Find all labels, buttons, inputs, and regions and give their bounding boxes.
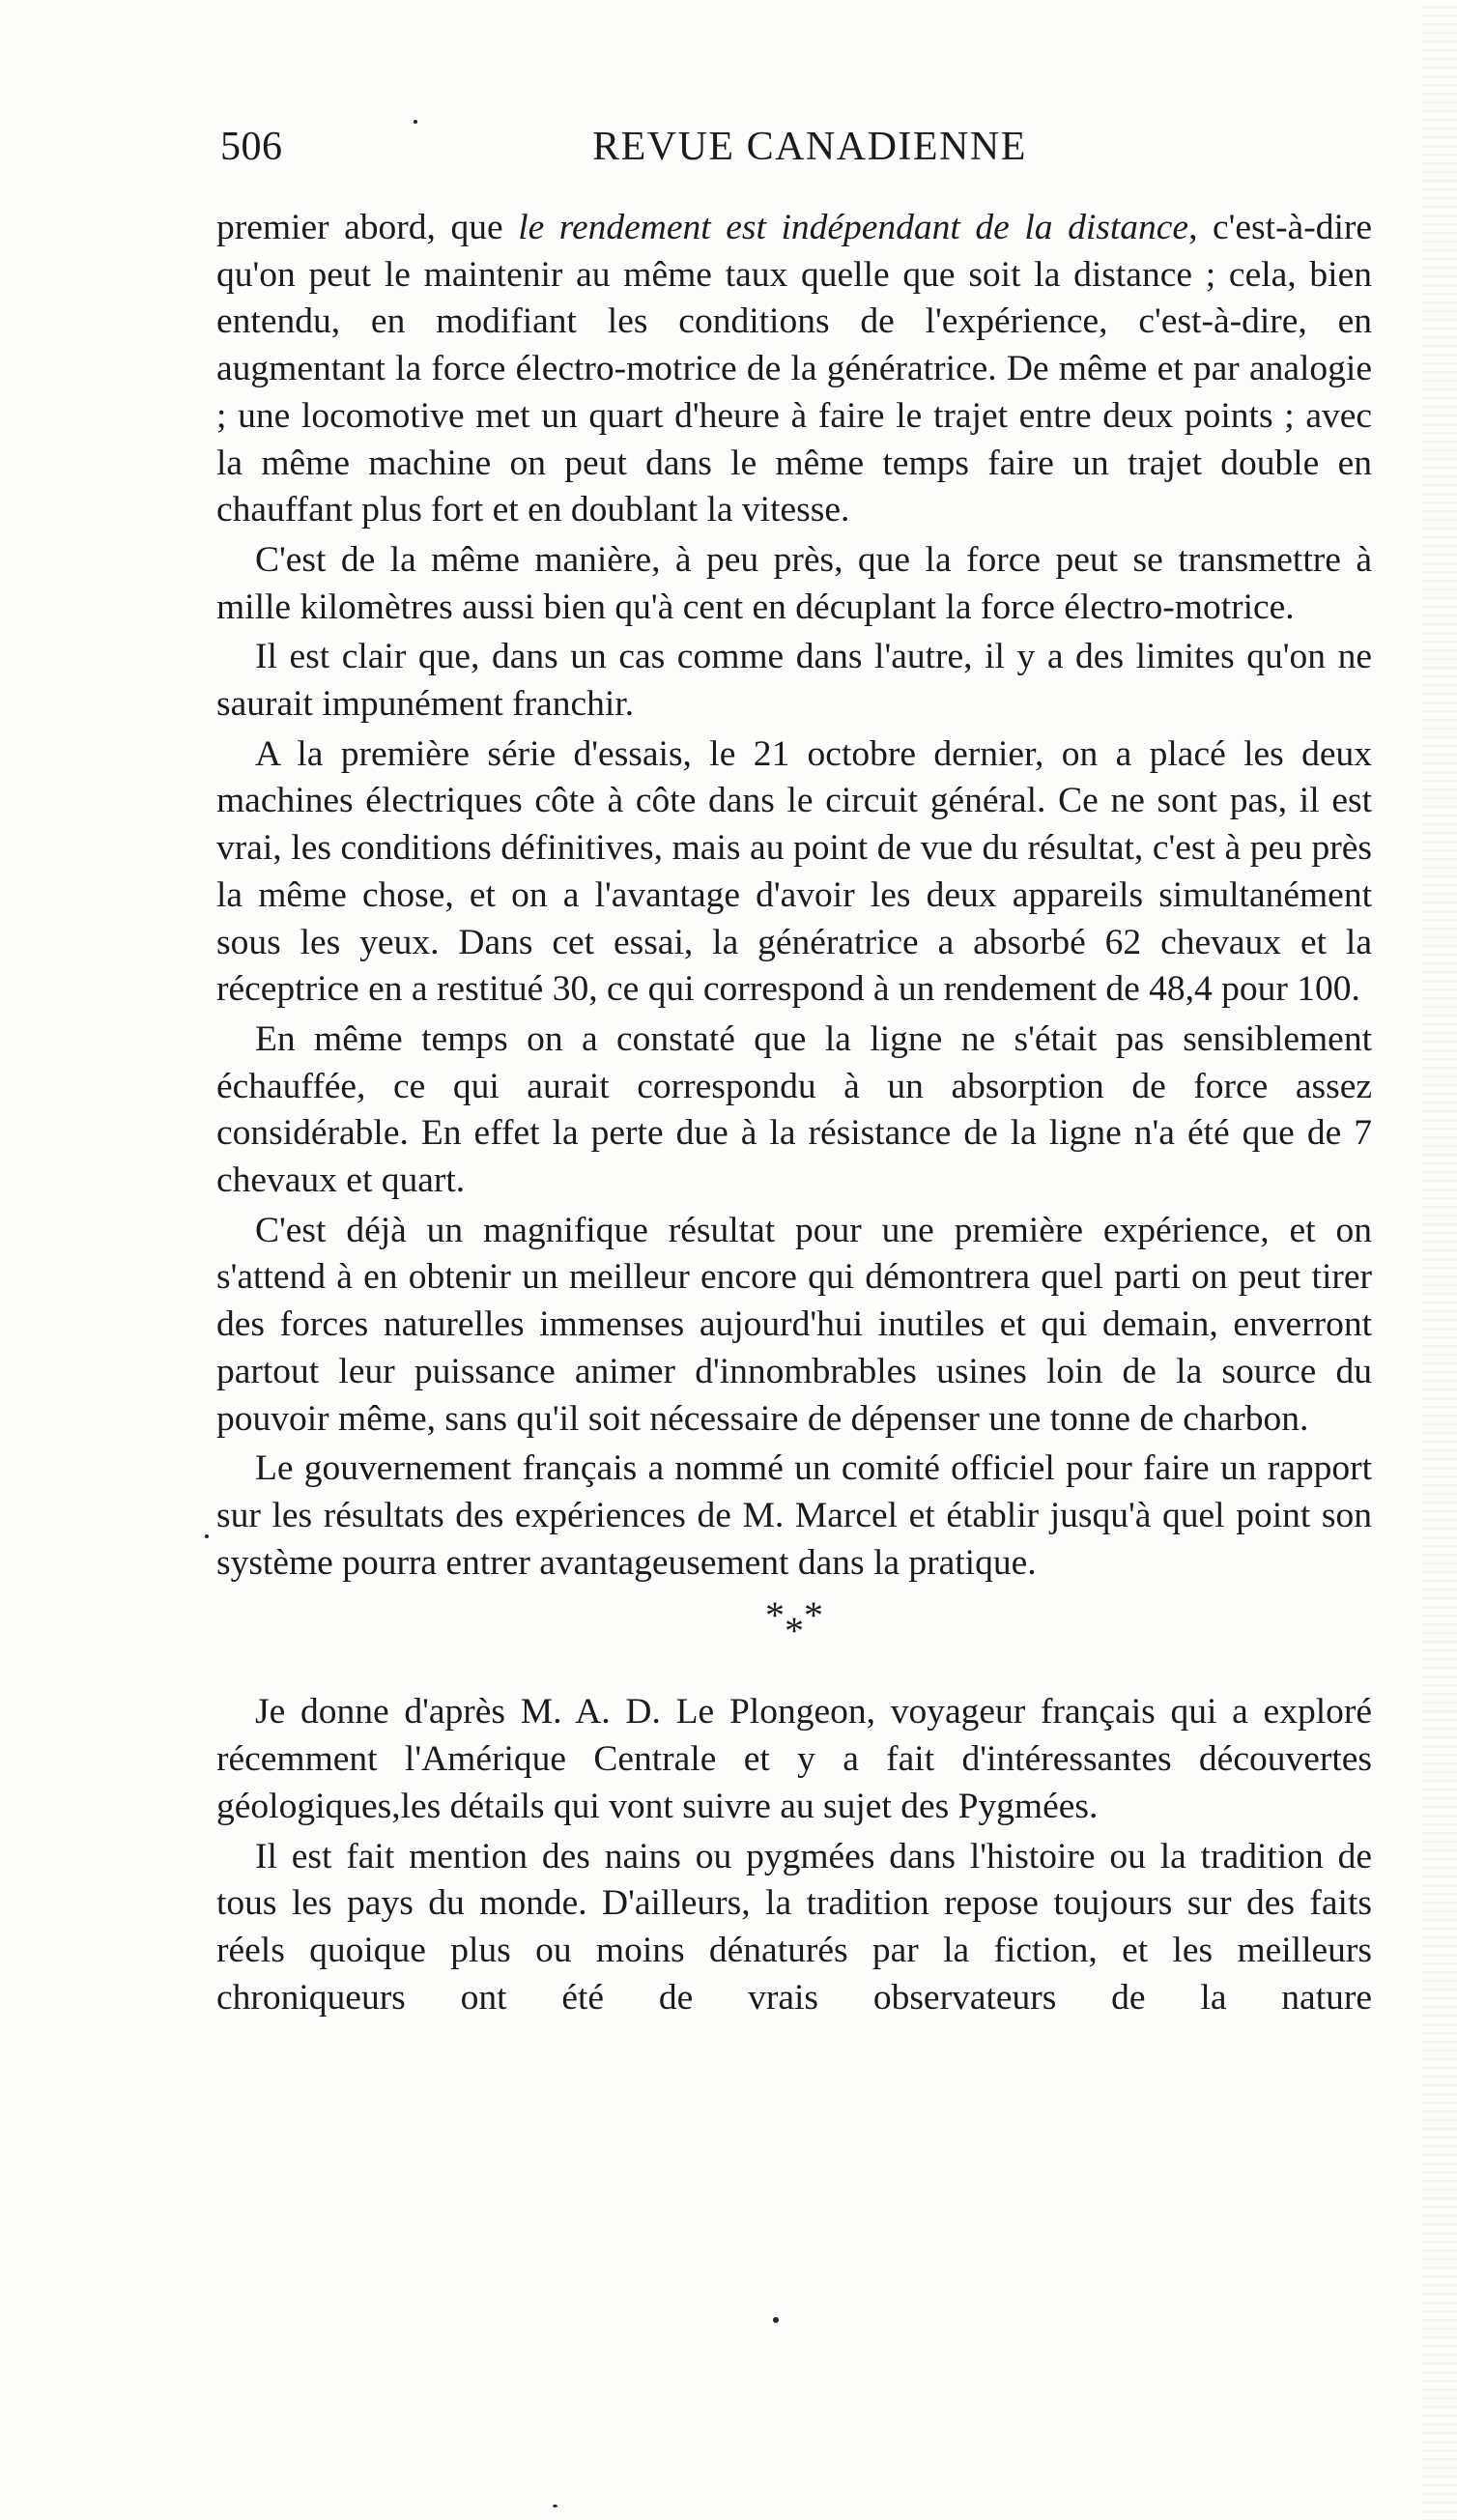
paragraph-3: Il est clair que, dans un cas comme dans l'autre, il y a des limites qu'on ne saurait impunément franchir.	[216, 637, 1372, 725]
page-header	[220, 124, 1360, 182]
asterism-middle-star: *	[785, 1609, 804, 1653]
paragraph-1-rest: , c'est-à-dire qu'on peut le maintenir au même taux quelle que soit la distance ; cela, bien entendu, en modifiant les conditions de l'expérience, c'est-à-dire, en augmentant la force électro-motrice de la génératrice. De même et par analogie ; une locomotive met un quart d'heure à faire le trajet entre deux points ; avec la même machine on peut dans le même temps faire un trajet double en chauffant plus fort et en doublant la vitesse.	[216, 208, 1372, 530]
paragraph-5: En même temps on a constaté que la ligne ne s'était pas sensiblement échauffée, ce qui aurait correspondu à un absorption de force assez considérable. En effet la perte due à la résistance de la ligne n'a été que de 7 chevaux et quart.	[216, 1018, 1372, 1201]
ink-speck	[414, 120, 417, 124]
paragraph-8: Je donne d'après M. A. D. Le Plongeon, voyageur français qui a exploré récemment l'Amérique Centrale et y a fait d'intéressantes découvertes géologiques,les détails qui vont suivre au sujet des Pygmées.	[216, 1692, 1372, 1826]
article-body	[216, 205, 1372, 2024]
paragraph-1-emphasis: le rendement est indépendant de la distance	[518, 208, 1189, 247]
section-break-asterism	[216, 1593, 1372, 1653]
page-edge-shadow	[1422, 0, 1457, 2520]
paragraph-7: Le gouvernement français a nommé un comité officiel pour faire un rapport sur les résultats des expériences de M. Marcel et établir jusqu'à quel point son système pourra entrer avantageusement dans la pratique.	[216, 1448, 1372, 1583]
ink-speck	[553, 2505, 557, 2507]
asterism-right-star: *	[804, 1593, 823, 1638]
paragraph-9: Il est fait mention des nains ou pygmées dans l'histoire ou la tradition de tous les pays du monde. D'ailleurs, la tradition repose toujours sur des faits réels quoique plus ou moins dénaturés par la fiction, et les meilleurs chroniqueurs ont été de vrais observateurs de la nature	[216, 1836, 1372, 2018]
page-number: 506	[220, 125, 283, 169]
asterism-left-star: *	[765, 1593, 785, 1638]
paragraph-1-lead: premier abord, que	[216, 208, 519, 247]
paragraph-1	[216, 205, 1372, 534]
ink-speck	[773, 2317, 779, 2323]
ink-speck	[205, 1534, 209, 1538]
running-title: REVUE CANADIENNE	[592, 125, 1027, 169]
paragraph-2: C'est de la même manière, à peu près, que la force peut se transmettre à mille kilomètres aussi bien qu'à cent en décuplant la force électro-motrice.	[216, 539, 1372, 627]
paragraph-6: C'est déjà un magnifique résultat pour une première expérience, et on s'attend à en obtenir un meilleur encore qui démontrera quel parti on peut tirer des forces naturelles immenses aujourd'hui inutiles et qui demain, enverront partout leur puissance animer d'innombrables usines loin de la source du pouvoir même, sans qu'il soit nécessaire de dépenser une tonne de charbon.	[216, 1210, 1372, 1439]
paragraph-4: A la première série d'essais, le 21 octobre dernier, on a placé les deux machines électriques côte à côte dans le circuit général. Ce ne sont pas, il est vrai, les conditions définitives, mais au point de vue du résultat, c'est à peu près la même chose, et on a l'avantage d'avoir les deux appareils simultanément sous les yeux. Dans cet essai, la génératrice a absorbé 62 chevaux et la réceptrice en a restitué 30, ce qui correspond à un rendement de 48,4 pour 100.	[216, 733, 1372, 1010]
